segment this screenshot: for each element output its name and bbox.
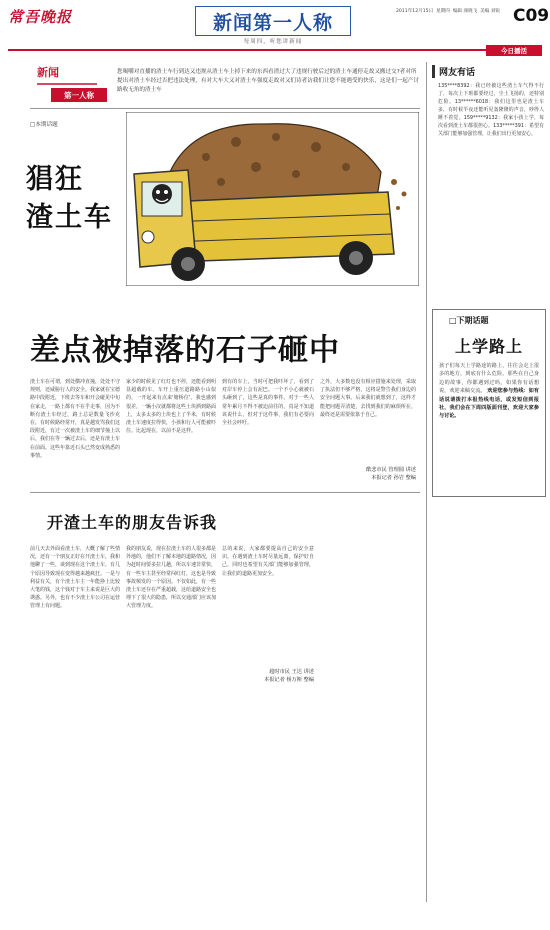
sub-article-column-1: 前几天去外面看渣土车，大概了解了些情况，还有一个朋友正好在开渣土车，我和他聊了一些，谈到现在这个渣土车，有几个原因导致现在变得越来越疯狂。一是与利益有关，有个渣土车主一年能挣上比较大笔的钱，这个钱对于车主来说是巨大的诱惑。另外，也有不少渣土车公司在运营管理上有问题。 bbox=[30, 546, 121, 610]
issue-weekday: 星期四 bbox=[436, 9, 450, 14]
article-column-1: 渣土车在可谓，到处横冲直撞，处处不守规则，还威胁行人的安全。我家就在宝德路中段附近，下班去等车和开会碰见中旬在家走，一路上都有不在乎走事，因为不断有渣土车经过，路上总是数量飞沙克在，有时候路经常开，真是越发骂我们这段附近，有过一次被渣土车的细节撞上以后，我们在等一辆过去后，还是有渣土车在前面。这些年靠近石头已然变成熟悉的事情。 bbox=[30, 379, 121, 459]
article-column-4: 之外，大多数也没有相应措施来处理，采取了执法但不够严格，这将是警告我们身边的安全问题大事。后来我们就想到了，这样才能把问题弄清楚，去找到我们的麻烦所在，最终还是需要依靠于自己。 bbox=[320, 379, 416, 418]
section-divider bbox=[30, 492, 420, 493]
sub-article-reporter: 本报记者 杨万斯 整编 bbox=[264, 677, 314, 684]
editor-name: 编辑 颜晓飞 bbox=[452, 9, 478, 14]
article-column-2: 家少的时候见了红灯也不停，还能看到明显超载的车。车开上重压道路路小山似的，一开起来有点来'塘桥位'。我也感到很差，一辆小汉就都将这些土块洒到路面上，太多太多的土块也上了半米，有时候渣土车速度拉得快，小孩和行人可能被吓住。比起现在，以前不是这样。 bbox=[126, 379, 217, 435]
top-info bbox=[396, 8, 500, 14]
section-title: 新闻第一人称 bbox=[212, 11, 333, 34]
masthead-logo: 常吾晚报 bbox=[8, 8, 73, 26]
column-divider bbox=[426, 62, 427, 902]
topic-title-line1: 猖狂 bbox=[26, 164, 84, 195]
page-code: C09 bbox=[513, 6, 550, 26]
netizen-header bbox=[432, 65, 544, 78]
article-narrator: 酷悲市民 管理圆 讲述 bbox=[366, 467, 416, 473]
sub-article-signature bbox=[200, 668, 314, 684]
column-logo-top: 新闻 bbox=[37, 66, 59, 79]
topic-tag: □本期话题 bbox=[30, 122, 58, 128]
article-reporter: 本报记者 孙岩 整编 bbox=[371, 475, 416, 482]
next-topic-label: □下期话题 bbox=[449, 316, 489, 325]
column-logo-bottom: 第一人称 bbox=[51, 88, 107, 102]
sub-article-column-3: 总的来说，大家都要提高自己的安全意识，在遇到渣土车时尽量远离，保护好自己，同时也希望有关部门能够加强管理，让我们的道路更加安全。 bbox=[222, 546, 314, 577]
sub-article-column-2: 我的朋友说，现在拉渣土车的人很多都是外地的，他们不了解本地的道路情况，因为赶时间要多拉几趟，所以车速非常快，有一些车主甚至经常闯红灯，这也是导致事故频发的一个原因。不仅如此，有一些渣土车还存在严重超载，这给道路安全也埋下了很大的隐患，所以交通部门应该加大管理力度。 bbox=[126, 546, 217, 610]
today-tab: 今日播活 bbox=[486, 45, 542, 56]
sub-article-headline: 开渣土车的朋友告诉我 bbox=[47, 513, 218, 532]
article-column-3: 到有的车上，当时可把我吓坏了，看到了对岸车停上会有泥巴。一个不小心就被石头砸到了，这些是真的事件。对于一些人常年累月不得不被迫前往的，真是不知道该说什么，但对于这件事，我们有必要向全社会呼吁。 bbox=[222, 379, 314, 427]
designer-name: 美编 刘锐 bbox=[480, 9, 501, 14]
article-signature bbox=[300, 466, 416, 482]
topic-title bbox=[26, 161, 113, 237]
issue-date: 2011年12月15日 bbox=[396, 9, 434, 14]
article-headline: 差点被掉落的石子砸中 bbox=[30, 333, 340, 368]
next-topic-contact: 欢迎您参与热线：如有话说请拨打本报热线电话，或发短信到报社，我们会在下周四版面刊登，欢迎大家参与讨论。 bbox=[439, 388, 539, 420]
intro-text: 您喝嚼对直播的渣土车行到达又违规从渣土车上掉下来的东西看渣过大了违规行驶后过的渣土车通停走故又搬过交?者对所提出对渣土车经过否把违法处理，有对大车大又对渣土车强度走故对又们诗者访我们让您不能遇受的快乐，这是们一起产讨路收无角的渣土车 bbox=[117, 69, 420, 93]
section-subtitle: 每周四，听您讲新闻 bbox=[243, 39, 303, 45]
dump-truck-cartoon bbox=[126, 112, 419, 286]
netizen-title: 网友有话 bbox=[432, 65, 544, 78]
column-logo bbox=[37, 64, 117, 106]
netizen-comments: 135****8392：我已经被这些渣土车气得不行了，每次上下班都要经过，尘土飞扬的，还特别危险。13******6018：我们这里也是渣土车多，有时候半夜还能听见轰隆隆的声音，吵得人睡不着觉。159*****9132：我家小孩上学，每次看到渣土车都很担心。133*****391：希望有关部门能够加强管理，让我们出行更加安心。 bbox=[438, 83, 544, 137]
sub-article-narrator: 超时市民 王达 讲述 bbox=[269, 669, 314, 675]
next-topic-box bbox=[432, 309, 546, 497]
section-title-box bbox=[195, 6, 351, 36]
intro-divider bbox=[30, 108, 420, 109]
next-topic-text: 孩子们每天上学路途的路上，往往会走上很多的地方，到底有什么危险。那些在自己身边的故事，你都遇到过吗，如果你有话想说，欢迎来稿交流。 bbox=[439, 363, 539, 395]
logo-underline bbox=[37, 78, 117, 90]
next-topic-title: 上学路上 bbox=[454, 337, 523, 356]
next-topic-body bbox=[439, 362, 539, 421]
header-rule bbox=[8, 49, 542, 51]
topic-title-line2: 渣土车 bbox=[26, 202, 113, 233]
